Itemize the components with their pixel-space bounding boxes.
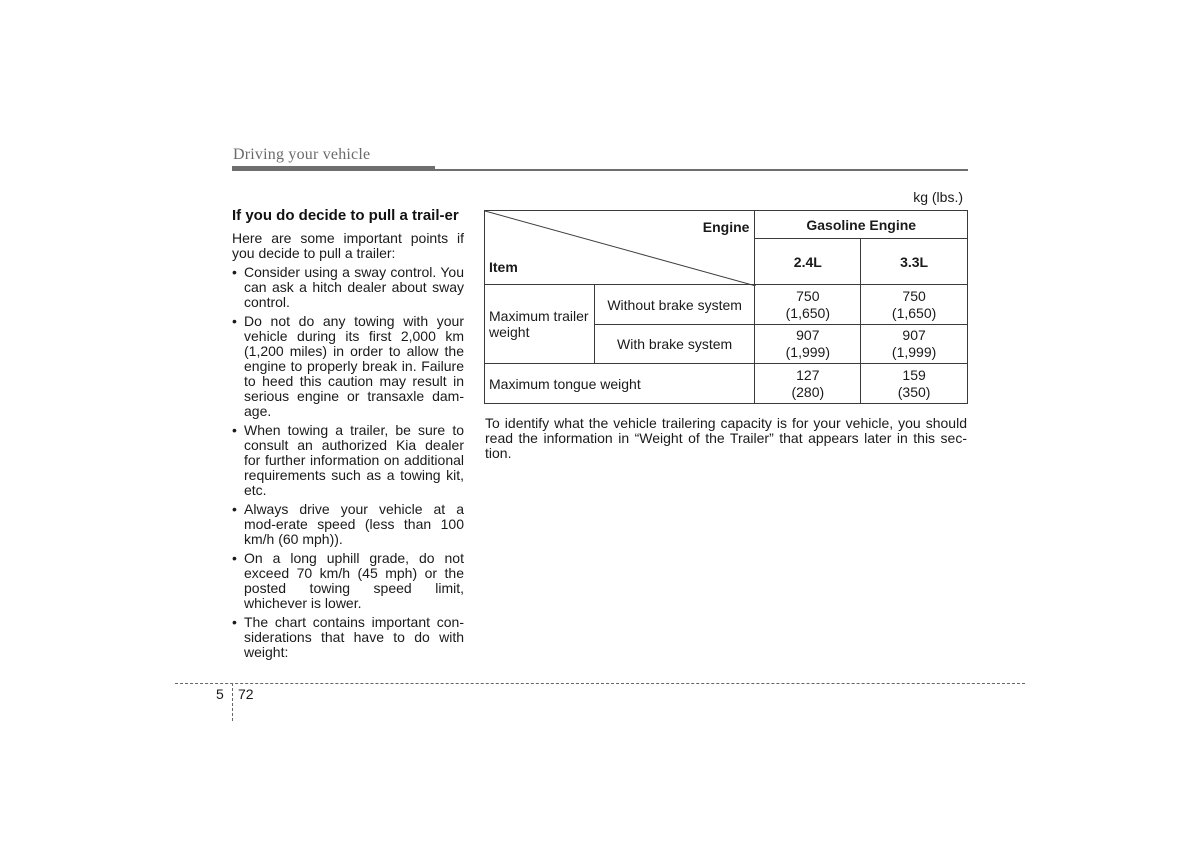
bullet-icon: •: [232, 614, 237, 630]
bullet-icon: •: [232, 501, 237, 517]
list-item: [232, 423, 464, 498]
value-lbs: (1,999): [891, 344, 937, 360]
value-kg: 750: [902, 287, 926, 304]
bullet-icon: •: [232, 422, 237, 438]
value-lbs: (1,650): [785, 304, 830, 321]
list-item-text: On a long uphill grade, do not exceed 70 km/h (45 mph) or the posted towing speed limit, whichever is lower.: [244, 550, 464, 611]
list-item-text: Consider using a sway control. You can ask a hitch dealer about sway control.: [244, 264, 464, 310]
table-cell: [755, 285, 861, 325]
section-title: Driving your vehicle: [233, 146, 371, 163]
towing-capacity-table: [484, 210, 968, 404]
table-cell: [861, 285, 968, 325]
bullet-icon: •: [232, 264, 237, 280]
value-lbs: (1,650): [891, 304, 937, 321]
bullet-icon: •: [232, 313, 237, 329]
list-item: [232, 502, 464, 547]
value-kg: 127: [796, 366, 820, 383]
towing-tips-list: [232, 265, 464, 660]
value-kg: 907: [796, 327, 820, 343]
unit-label: kg (lbs.): [913, 189, 963, 205]
engine-2-4l-header: 2.4L: [755, 239, 861, 285]
value-kg: 750: [796, 287, 820, 304]
engine-header: Engine: [702, 219, 750, 235]
list-item-text: When towing a trailer, be sure to consult an authorized Kia dealer for further information on additional requirements such as a towing kit, etc.: [244, 422, 464, 498]
table-cell: [861, 364, 968, 404]
list-item: [232, 615, 464, 660]
table-cell: [755, 364, 861, 404]
table-corner-cell: [485, 211, 755, 285]
item-header: Item: [489, 259, 518, 275]
without-brake-label: Without brake system: [594, 285, 755, 325]
engine-3-3l-header: 3.3L: [861, 239, 968, 285]
value-lbs: (1,999): [785, 344, 830, 360]
value-lbs: (280): [791, 383, 825, 400]
bullet-icon: •: [232, 550, 237, 566]
table-cell: [755, 325, 861, 364]
trailering-capacity-note: To identify what the vehicle trailering capacity is for your vehicle, you should read the information in “Weight of the Trailer” that appears later in this sec-tion.: [485, 415, 967, 461]
list-item-text: The chart contains important con-siderations that have to do with weight:: [244, 614, 464, 660]
with-brake-label: With brake system: [594, 325, 755, 364]
value-kg: 159: [902, 366, 926, 383]
towing-heading: If you do decide to pull a trail-er: [232, 207, 459, 224]
list-item: [232, 551, 464, 611]
table-cell: [861, 325, 968, 364]
list-item-text: Always drive your vehicle at a mod-erate speed (less than 100 km/h (60 mph)).: [244, 501, 464, 547]
list-item: [232, 314, 464, 419]
left-column: [232, 208, 464, 664]
value-lbs: (350): [897, 383, 931, 400]
section-title-bar: [232, 166, 435, 171]
intro-paragraph: Here are some important points if you decide to pull a trailer:: [232, 230, 464, 261]
max-tongue-weight-label: Maximum tongue weight: [485, 364, 755, 404]
page-number: 72: [238, 686, 254, 702]
list-item-text: Do not do any towing with your vehicle during its first 2,000 km (1,200 miles) in order to allow the engine to properly break in. Failure to heed this caution may result in serious engine or transaxle dam-age.: [244, 313, 464, 419]
engine-group-header: Gasoline Engine: [755, 211, 968, 239]
value-kg: 907: [902, 327, 926, 343]
header-rule: [435, 169, 968, 171]
chapter-number: 5: [216, 686, 224, 702]
footer-divider: [232, 683, 233, 721]
footer-rule: [175, 683, 1025, 684]
list-item: [232, 265, 464, 310]
max-trailer-weight-label: Maximum trailer weight: [485, 285, 595, 364]
